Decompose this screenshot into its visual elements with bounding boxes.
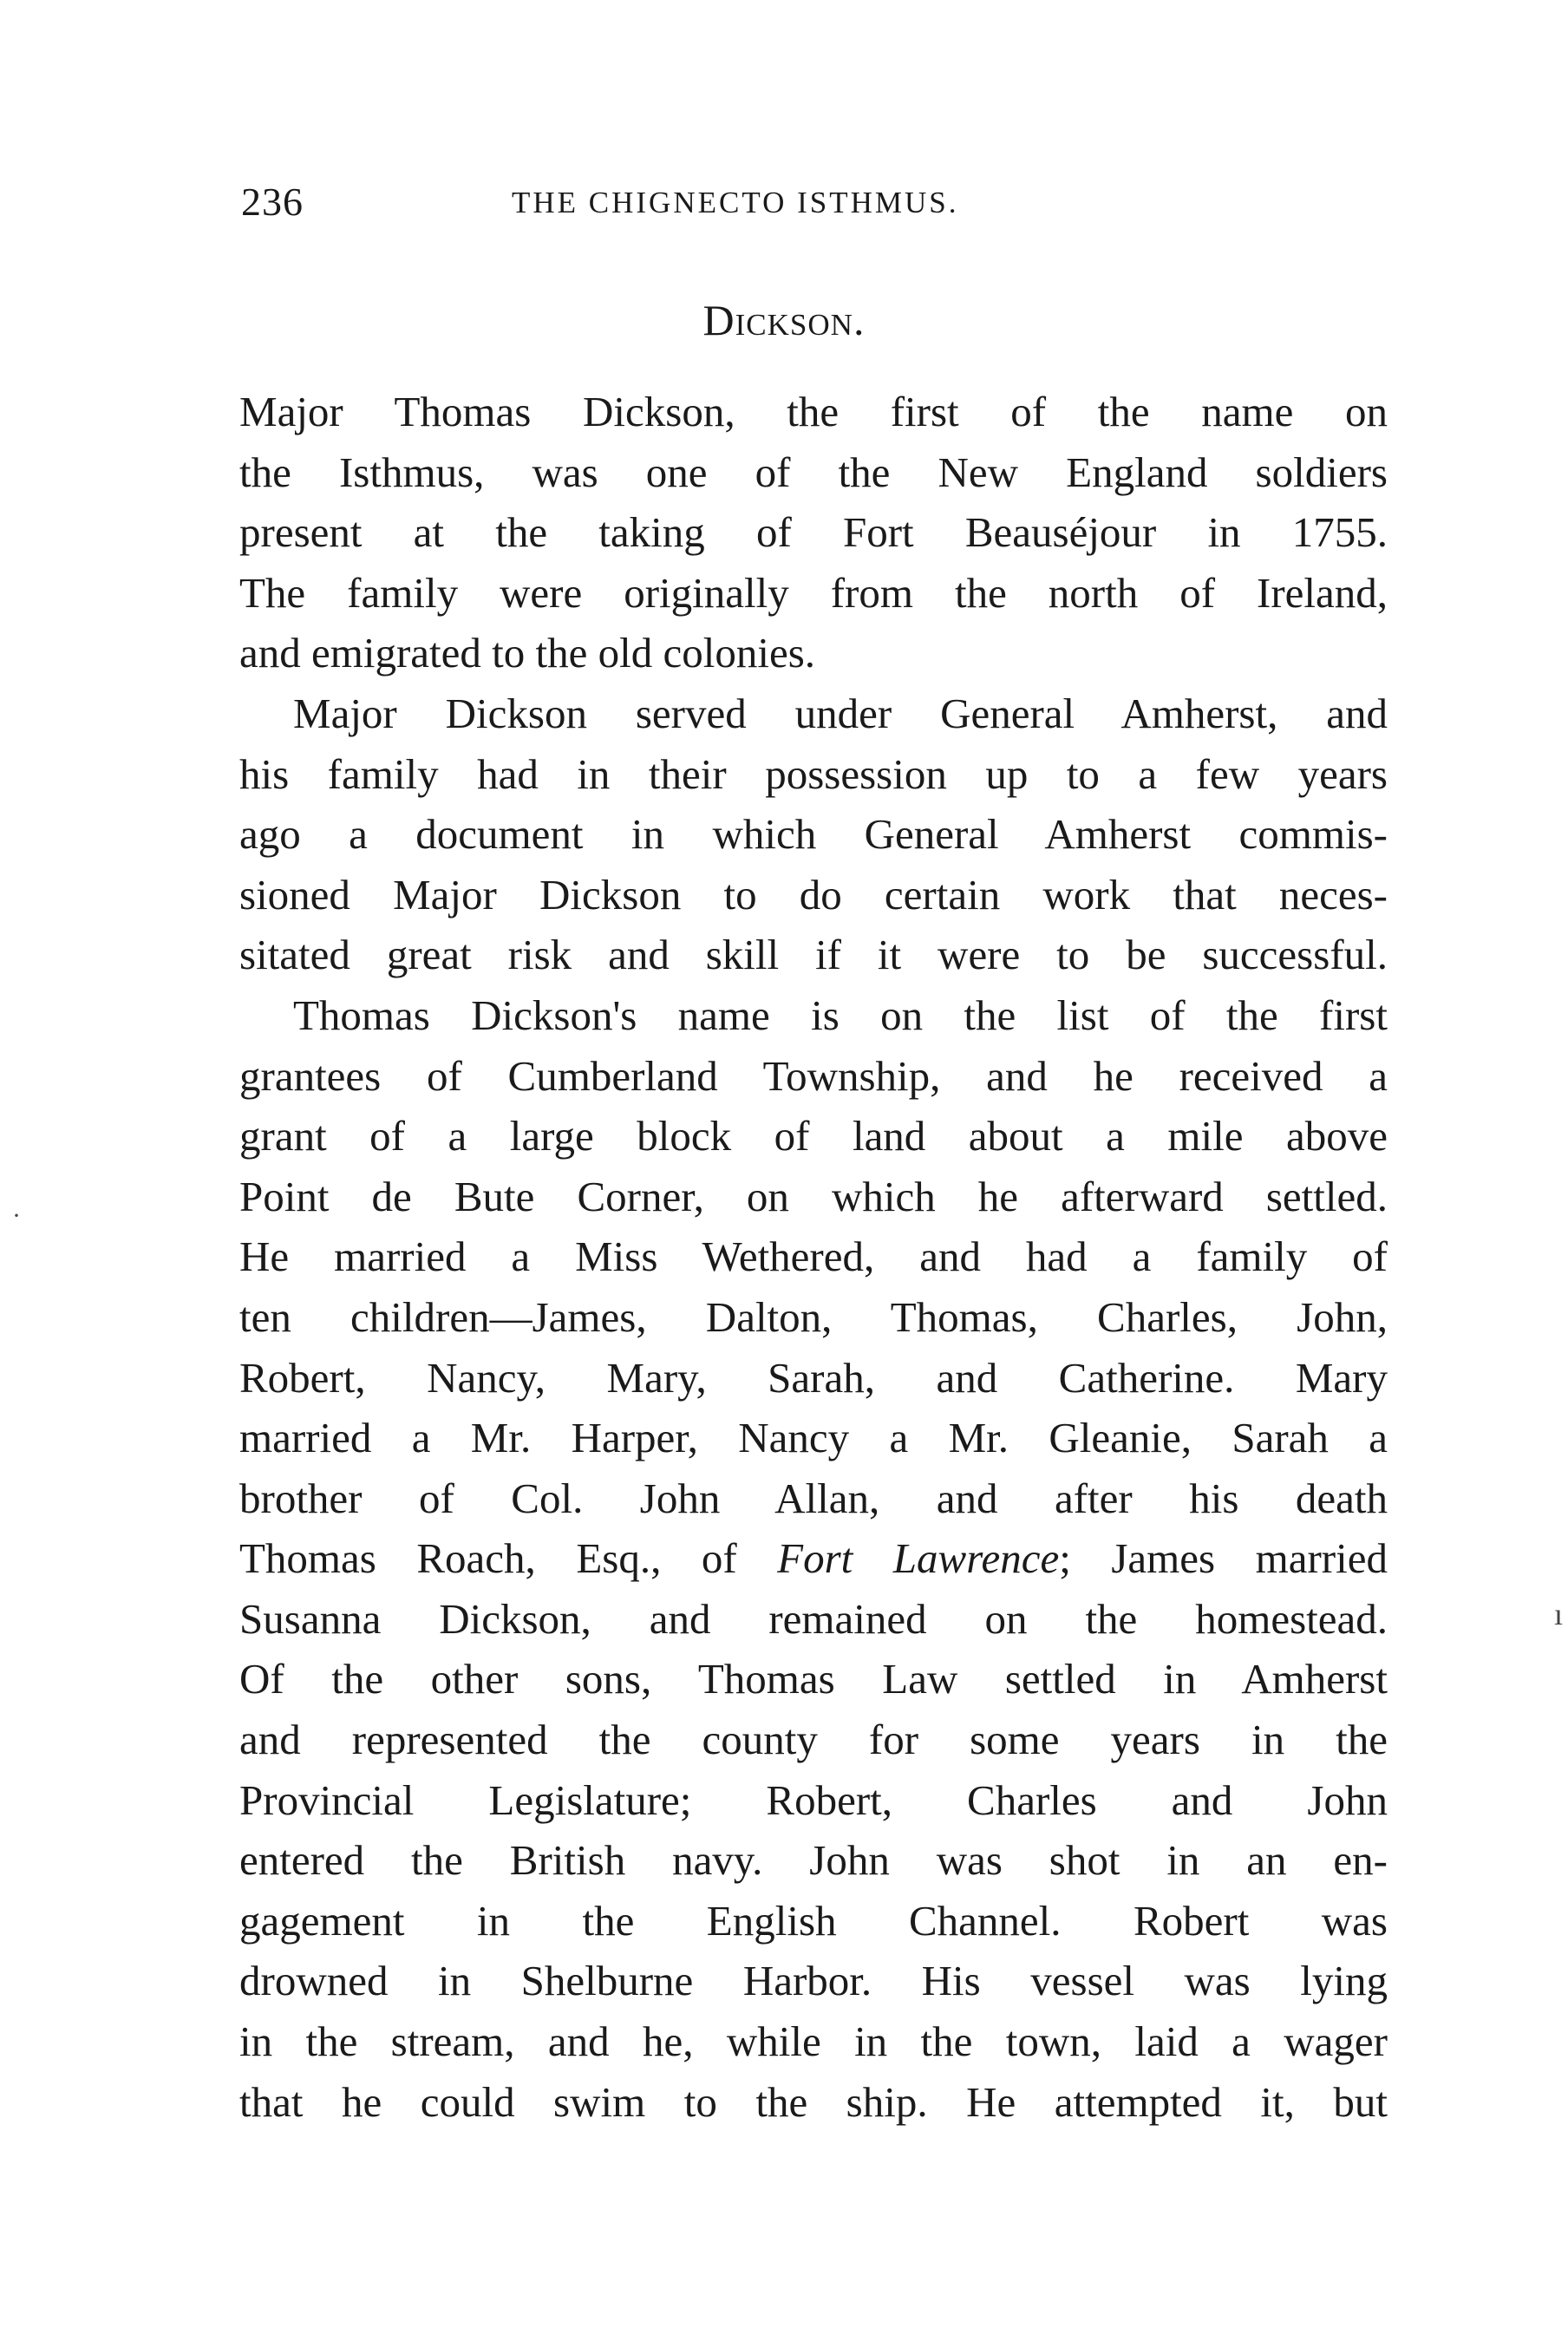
text-line: Susanna Dickson, and remained on the homestead. [239,1594,1388,1643]
text-line: entered the British navy. John was shot in an en- [239,1836,1388,1885]
text-line: grant of a large block of land about a mile above [239,1112,1388,1160]
text-segment: ; James married [1059,1534,1388,1583]
text-line: grantees of Cumberland Township, and he received a [239,1051,1388,1100]
text-line: ten children—James, Dalton, Thomas, Charles, John, [239,1292,1388,1341]
text-line: Major Thomas Dickson, the first of the name on [239,388,1388,435]
text-line: and represented the county for some years in the [239,1716,1388,1764]
text-line: and emigrated to the old colonies. [239,629,816,677]
text-line: Of the other sons, Thomas Law settled in Amherst [239,1655,1388,1703]
text-line: ago a document in which General Amherst commis- [239,810,1388,859]
italic-place-name: Fort Lawrence [777,1534,1060,1583]
text-line: Provincial Legislature; Robert, Charles and John [239,1775,1388,1824]
text-line: that he could swim to the ship. He attempted it, but [239,2077,1388,2126]
text-line: brother of Col. John Allan, and after his death [239,1474,1388,1522]
text-line: The family were originally from the north of Ireland, [239,568,1388,617]
text-line: drowned in Shelburne Harbor. His vessel was lying [239,1957,1388,2005]
text-line: gagement in the English Channel. Robert was [239,1896,1388,1945]
text-line: Major Dickson served under General Amherst, and [293,689,1388,737]
text-line: Point de Bute Corner, on which he afterward settled. [239,1172,1388,1220]
text-line: sitated great risk and skill if it were to be successful. [239,931,1388,979]
page-number: 236 [241,180,304,224]
text-line: sioned Major Dickson to do certain work that neces- [239,870,1388,919]
section-heading: Dickson. [702,296,866,344]
text-line: his family had in their possession up to a few years [239,749,1388,798]
scan-speck-mark: · [12,1201,21,1230]
text-line: He married a Miss Wethered, and had a family of [239,1232,1388,1281]
running-head [241,179,1388,231]
text-line-with-italic [239,1528,1388,1589]
scan-tick-mark: ı [1554,1597,1564,1631]
text-line: in the stream, and he, while in the town, laid a wager [239,2017,1388,2066]
text-segment: Thomas Roach, Esq., of [239,1534,778,1583]
text-line: present at the taking of Fort Beauséjour in 1755. [239,508,1388,557]
text-line: the Isthmus, was one of the New England soldiers [239,448,1388,496]
text-line: married a Mr. Harper, Nancy a Mr. Gleanie, Sarah a [239,1414,1388,1462]
text-line: Robert, Nancy, Mary, Sarah, and Catherine. Mary [239,1353,1388,1402]
body-text [239,382,1388,2132]
running-title: THE CHIGNECTO ISTHMUS. [512,186,959,219]
text-line: Thomas Dickson's name is on the list of the first [293,990,1388,1039]
